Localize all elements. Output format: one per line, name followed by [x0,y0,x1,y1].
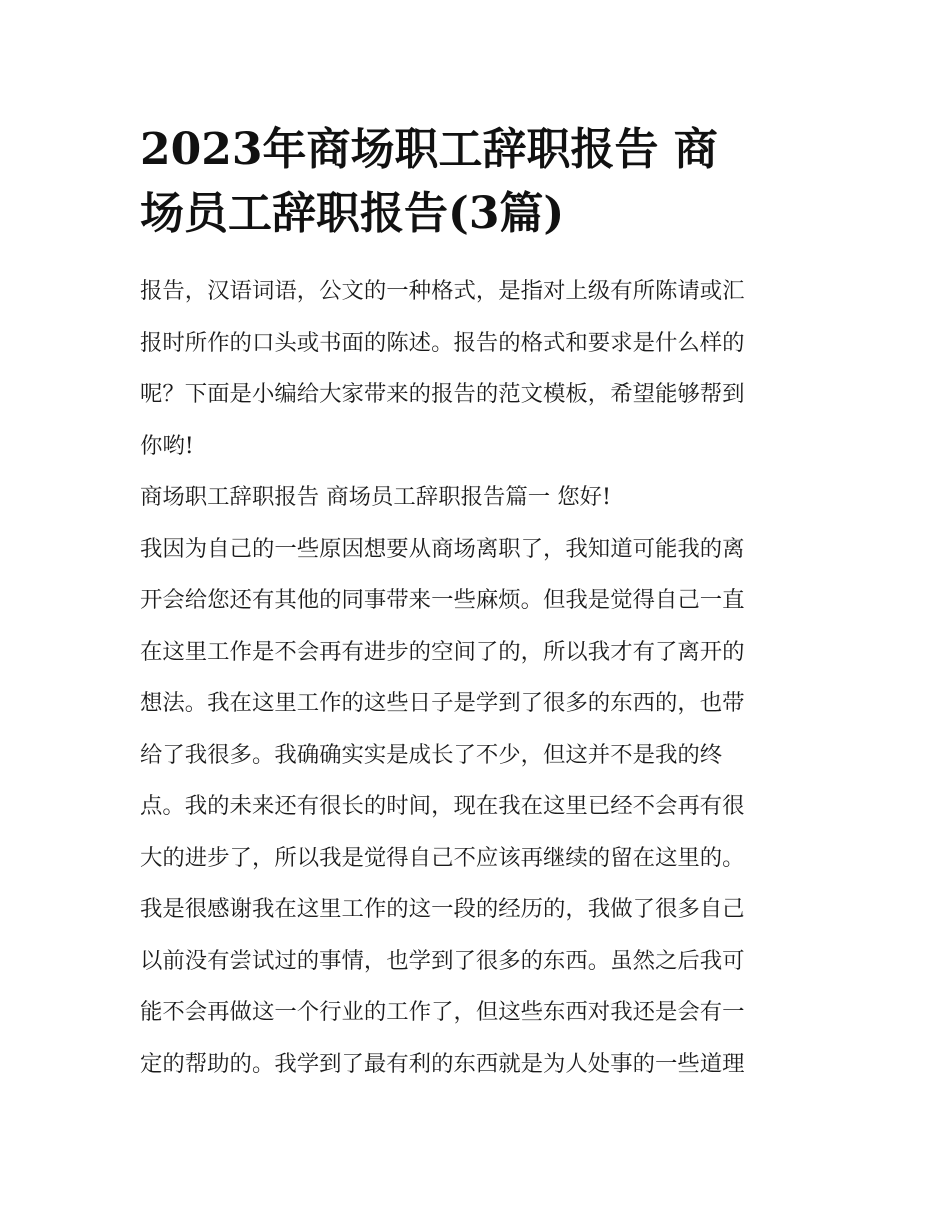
text-line: 能不会再做这一个行业的工作了，但这些东西对我还是会有一 [140,999,745,1025]
text-line: 报告，汉语词语，公文的一种格式，是指对上级有所陈请或汇 [140,278,745,304]
text-line: 我是很感谢我在这里工作的这一段的经历的，我做了很多自己 [140,896,745,922]
title-line: 场员工辞职报告(3篇) [140,188,565,239]
text-line: 在这里工作是不会再有进步的空间了的，所以我才有了离开的 [140,638,745,665]
text-line: 给了我很多。我确确实实是成长了不少，但这并不是我的终 [140,741,723,768]
text-line: 呢？下面是小编给大家带来的报告的范文模板，希望能够帮到 [140,381,745,407]
text-line: 以前没有尝试过的事情，也学到了很多的东西。虽然之后我可 [140,947,745,974]
text-line: 商场职工辞职报告 商场员工辞职报告篇一 您好! [140,484,612,510]
document-body [140,266,812,1090]
text-line: 我因为自己的一些原因想要从商场离职了，我知道可能我的离 [140,535,745,562]
intro-paragraph [140,266,812,472]
text-line: 想法。我在这里工作的这些日子是学到了很多的东西的，也带 [140,690,745,716]
text-line: 报时所作的口头或书面的陈述。报告的格式和要求是什么样的 [140,329,745,356]
letter-paragraph [140,524,812,1091]
section-heading-paragraph [140,472,812,524]
document-page [140,118,812,1090]
text-line: 你哟! [140,432,194,459]
text-line: 定的帮助的。我学到了最有利的东西就是为人处事的一些道理 [140,1050,745,1077]
document-title [140,118,812,246]
text-line: 开会给您还有其他的同事带来一些麻烦。但我是觉得自己一直 [140,587,745,613]
title-line: 2023年商场职工辞职报告 商 [140,124,718,175]
text-line: 点。我的未来还有很长的时间，现在我在这里已经不会再有很 [140,793,745,819]
text-line: 大的进步了，所以我是觉得自己不应该再继续的留在这里的。 [140,844,745,871]
